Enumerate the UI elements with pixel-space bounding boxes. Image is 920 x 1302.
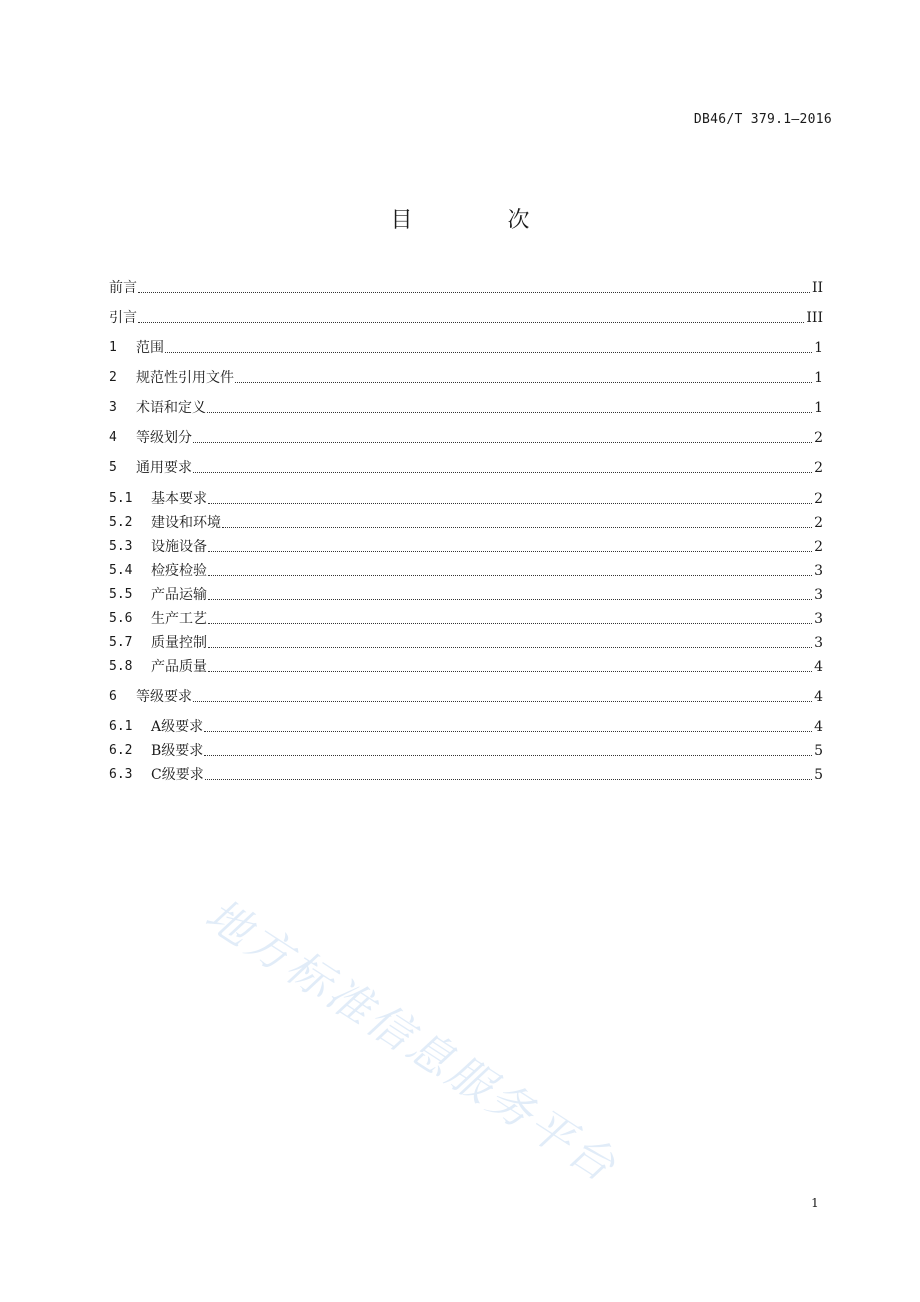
toc-dot-leader [235, 381, 812, 383]
toc-entry[interactable] [109, 537, 823, 557]
toc-entry-label: 检疫检验 [151, 563, 207, 579]
toc-entry[interactable] [109, 561, 823, 581]
toc-entry-number: 6.1 [109, 719, 133, 734]
toc-entry[interactable] [109, 278, 823, 298]
toc-entry-label: 生产工艺 [151, 611, 207, 627]
toc-entry-label: 通用要求 [136, 460, 192, 476]
toc-dot-leader [193, 471, 812, 473]
toc-entry-number: 5.4 [109, 563, 133, 578]
toc-entry-number: 3 [109, 400, 117, 415]
toc-entry[interactable] [109, 765, 823, 785]
toc-entry-label: 等级划分 [136, 430, 192, 446]
toc-entry-number: 5.8 [109, 659, 133, 674]
toc-entry[interactable] [109, 513, 823, 533]
toc-dot-leader [138, 321, 804, 323]
watermark: 地方标准信息服务平台 [196, 889, 627, 1194]
toc-entry-page: 2 [814, 491, 823, 507]
toc-entry-label: 术语和定义 [136, 400, 206, 416]
toc-entry-number: 6.3 [109, 767, 133, 782]
toc-entry[interactable] [109, 368, 823, 388]
toc-entry[interactable] [109, 633, 823, 653]
toc-title: 目 次 [390, 208, 574, 233]
toc-entry-page: 2 [814, 460, 823, 476]
toc-entry-number: 1 [109, 340, 117, 355]
toc-dot-leader [207, 411, 812, 413]
toc-entry-page: 3 [814, 611, 823, 627]
toc-entry-number: 6 [109, 689, 117, 704]
toc-entry-page: 2 [814, 515, 823, 531]
toc-dot-leader [208, 670, 812, 672]
toc-dot-leader [193, 700, 812, 702]
toc-entry-label: 范围 [136, 340, 164, 356]
toc-entry-number: 5.2 [109, 515, 133, 530]
toc-entry-page: 5 [814, 743, 823, 759]
toc-entry-label: 规范性引用文件 [136, 370, 234, 386]
toc-entry-number: 5.5 [109, 587, 133, 602]
toc-dot-leader [208, 646, 812, 648]
toc-entry[interactable] [109, 741, 823, 761]
toc-dot-leader [208, 550, 812, 552]
toc-dot-leader [208, 574, 812, 576]
toc-entry[interactable] [109, 428, 823, 448]
toc-entry-page: 2 [814, 539, 823, 555]
toc-entry-page: 3 [814, 563, 823, 579]
toc-entry[interactable] [109, 308, 823, 328]
toc-dot-leader [205, 778, 812, 780]
toc-entry-page: 1 [814, 340, 823, 356]
toc-entry-page: 2 [814, 430, 823, 446]
toc-dot-leader [204, 754, 812, 756]
toc-entry-label: A级要求 [151, 719, 204, 735]
toc-entry[interactable] [109, 657, 823, 677]
toc-entry-page: II [811, 280, 823, 296]
toc-dot-leader [222, 526, 812, 528]
toc-dot-leader [165, 351, 812, 353]
toc-entry-number: 5.6 [109, 611, 133, 626]
toc-entry-label: 等级要求 [136, 689, 192, 705]
toc-entry[interactable] [109, 398, 823, 418]
toc-dot-leader [208, 502, 812, 504]
toc-entry[interactable] [109, 489, 823, 509]
toc-entry-number: 6.2 [109, 743, 133, 758]
toc-entry[interactable] [109, 609, 823, 629]
toc-dot-leader [208, 622, 812, 624]
toc-entry-number: 5.7 [109, 635, 133, 650]
toc-entry-page: 3 [814, 635, 823, 651]
toc-entry-number: 4 [109, 430, 117, 445]
toc-entry-page: 4 [814, 689, 823, 705]
toc-entry[interactable] [109, 338, 823, 358]
toc-entry-page: 4 [814, 719, 823, 735]
toc-dot-leader [138, 291, 810, 293]
toc-entry-page: III [806, 310, 823, 326]
toc-entry-label: B级要求 [151, 743, 204, 759]
toc-entry-page: 4 [814, 659, 823, 675]
toc-entry[interactable] [109, 717, 823, 737]
toc-entry-label: 引言 [109, 310, 137, 326]
toc-entry-label: 建设和环境 [151, 515, 221, 531]
toc-entry[interactable] [109, 585, 823, 605]
toc-entry[interactable] [109, 687, 823, 707]
toc-entry-page: 1 [814, 400, 823, 416]
page-number: 1 [811, 1196, 819, 1210]
toc-entry-number: 5 [109, 460, 117, 475]
toc-entry-page: 5 [814, 767, 823, 783]
toc-entry-number: 5.3 [109, 539, 133, 554]
toc-entry-label: 产品质量 [151, 659, 207, 675]
toc-entry-page: 3 [814, 587, 823, 603]
toc-entry-label: 产品运输 [151, 587, 207, 603]
toc-entry-number: 2 [109, 370, 117, 385]
toc-entry[interactable] [109, 458, 823, 478]
toc-entry-label: C级要求 [151, 767, 204, 783]
toc-entry-number: 5.1 [109, 491, 133, 506]
toc-entry-label: 设施设备 [151, 539, 207, 555]
toc-dot-leader [204, 730, 812, 732]
toc-dot-leader [193, 441, 812, 443]
toc-entry-label: 基本要求 [151, 491, 207, 507]
toc-entry-label: 质量控制 [151, 635, 207, 651]
toc-entry-label: 前言 [109, 280, 137, 296]
standard-code: DB46/T 379.1—2016 [693, 112, 832, 127]
toc-entry-page: 1 [814, 370, 823, 386]
toc-dot-leader [208, 598, 812, 600]
